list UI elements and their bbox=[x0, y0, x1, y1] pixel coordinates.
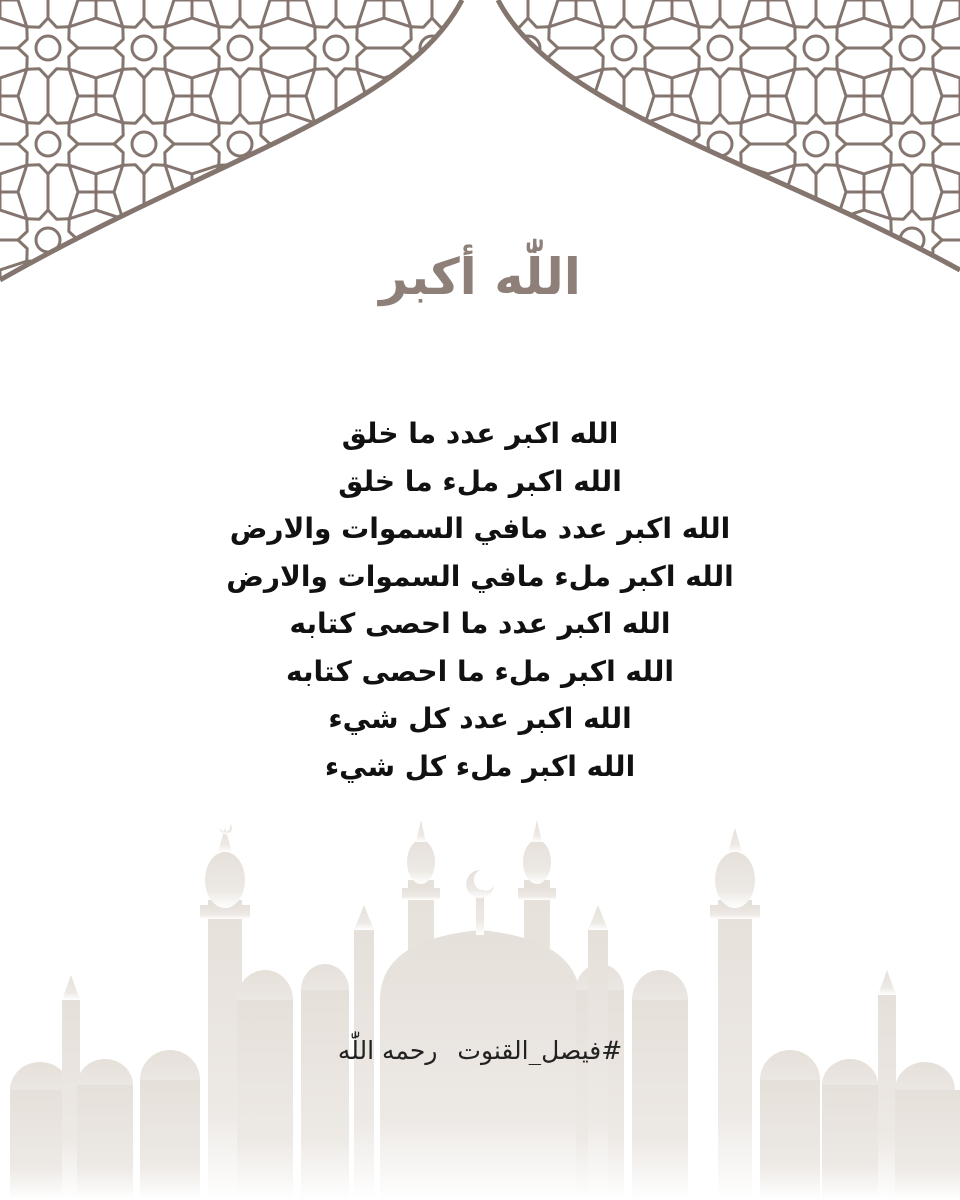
dhikr-line: الله اكبر ملء كل شيء bbox=[324, 749, 636, 783]
author-signature bbox=[0, 1036, 960, 1065]
dhikr-line: الله اكبر عدد ما خلق bbox=[341, 417, 619, 450]
page-title: اللّٰه أكبر bbox=[379, 248, 581, 306]
dhikr-line: الله اكبر ملء ما احصى كتابه bbox=[286, 654, 674, 688]
dhikr-line: الله اكبر ملء ما خلق bbox=[338, 464, 622, 498]
dhikr-list bbox=[80, 410, 880, 790]
author-dua: رحمه اللّٰه bbox=[337, 1036, 438, 1065]
author-hashtag[interactable]: #فيصل_القنوت bbox=[457, 1036, 623, 1065]
dhikr-line: الله اكبر عدد كل شيء bbox=[328, 702, 632, 735]
dhikr-line: الله اكبر عدد ما احصى كتابه bbox=[289, 607, 671, 640]
islamic-geometric-pattern bbox=[0, 0, 960, 280]
dhikr-line: الله اكبر ملء مافي السموات والارض bbox=[226, 559, 734, 593]
dhikr-line: الله اكبر عدد مافي السموات والارض bbox=[229, 512, 731, 545]
mosque-skyline-silhouette bbox=[10, 820, 960, 1200]
